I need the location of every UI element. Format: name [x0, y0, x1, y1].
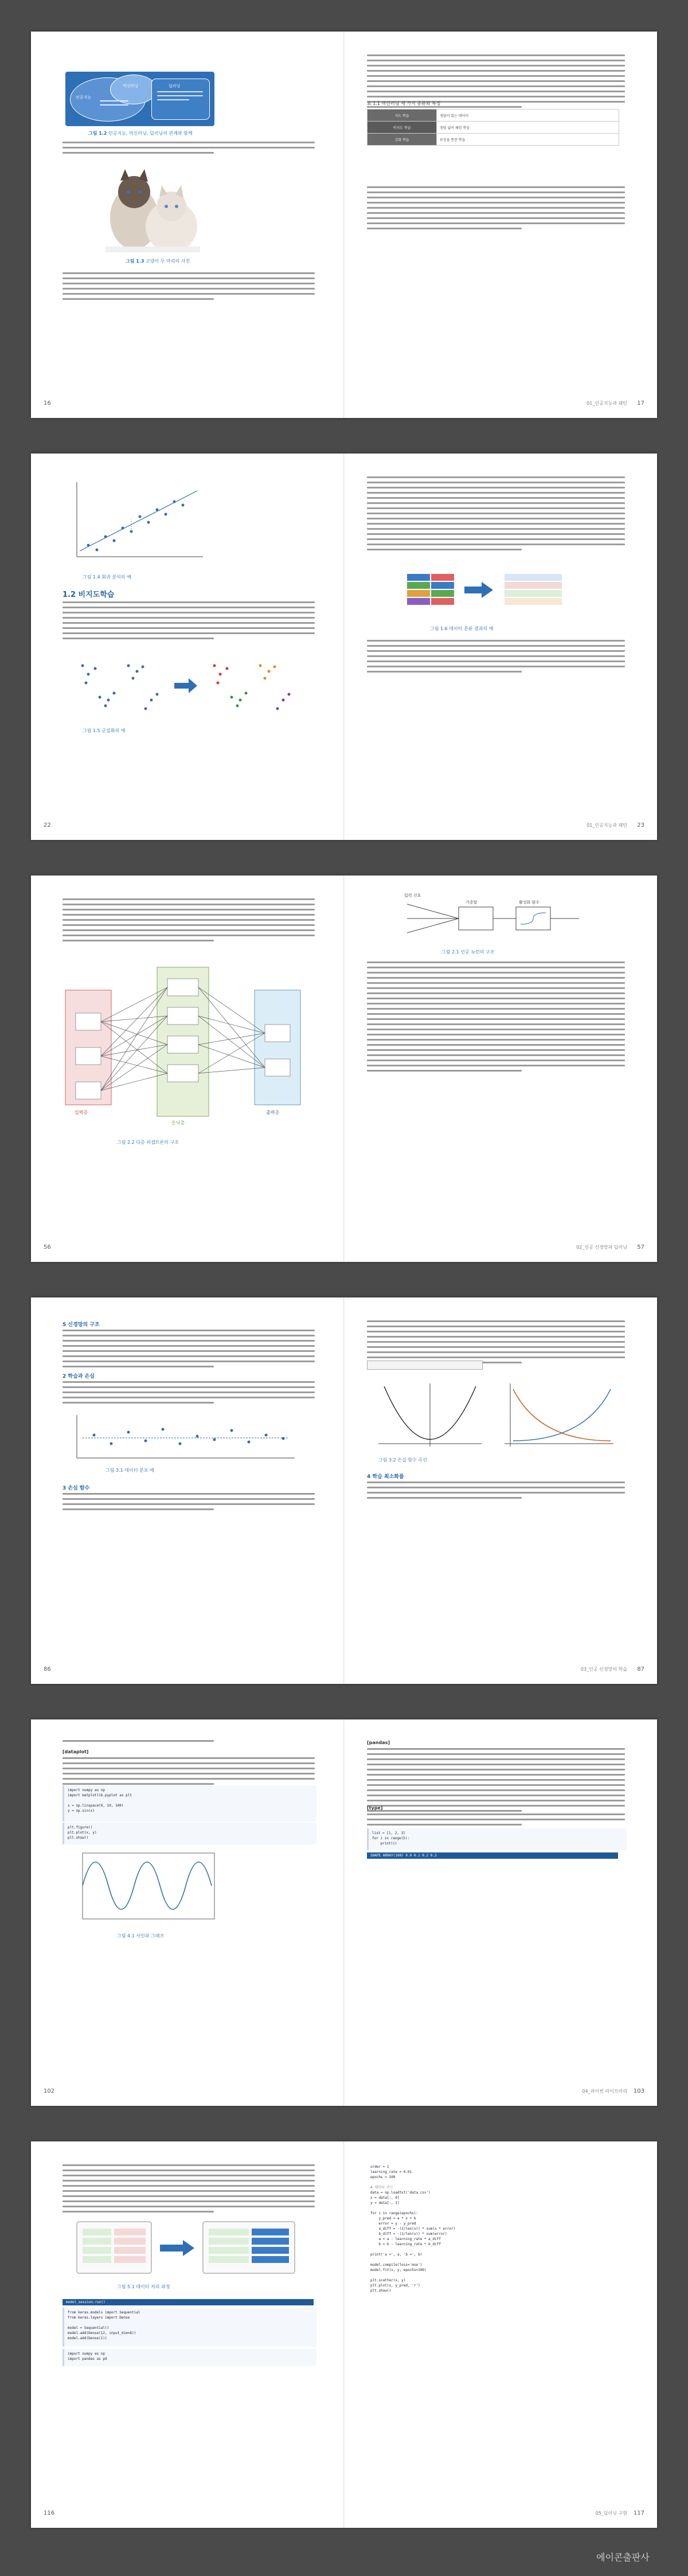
section-heading: 1.2 비지도학습 — [62, 591, 115, 599]
figure-caption: 그림 1.4 회귀 분석의 예 — [83, 574, 131, 580]
page-number: 86 — [44, 1666, 51, 1672]
page-number: 22 — [44, 822, 51, 828]
data-scatter — [71, 1412, 300, 1464]
body-text — [367, 1320, 625, 1367]
page-left — [31, 32, 344, 418]
running-head: 01_인공지능과 패턴 — [587, 401, 627, 406]
body-text-2 — [62, 1757, 315, 1788]
body-text-2 — [367, 186, 625, 233]
section-heading-2: 2 학습과 손실 — [62, 1374, 95, 1379]
cats-photo — [100, 163, 203, 255]
figure-caption: 그림 3.1 데이터 분포 예 — [105, 1468, 154, 1473]
spread-3 — [31, 875, 657, 1262]
body-text — [367, 961, 625, 1075]
body-text — [62, 601, 315, 643]
page-number: 56 — [44, 1244, 51, 1250]
code-block-2: import numpy as np import pandas as pd — [62, 2349, 316, 2366]
page-left — [31, 875, 344, 1262]
output-layer-label: 출력층 — [266, 1110, 280, 1115]
table-caption: 표 1.1 머신러닝 세 가지 종류와 특징 — [367, 101, 441, 106]
running-head: 05_딥러닝 구현 — [595, 2511, 627, 2516]
page-right — [344, 875, 657, 1262]
section-heading: [dataplot] — [62, 1749, 89, 1754]
page-number: 16 — [44, 400, 51, 406]
running-head: 04_파이썬 라이브러리 — [582, 2089, 627, 2094]
output-bar: SHAPE ARRAY(100) 0.0 0.1 0.2 0.3 — [367, 1852, 618, 1859]
page-number: 17 — [637, 400, 644, 406]
figure-caption-2: 그림 1.5 군집화의 예 — [83, 728, 126, 733]
perceptron-activation-label: 활성화 함수 — [519, 900, 540, 905]
running-head: 01_인공지능과 패턴 — [587, 823, 627, 828]
data-process-figure — [71, 2216, 300, 2279]
clustering-figure — [65, 643, 306, 723]
page-number: 103 — [633, 2088, 644, 2094]
neuron-diagram — [401, 893, 585, 944]
perceptron-input-label: 입력 신호 — [404, 893, 421, 898]
section-heading-3: 3 손실 함수 — [62, 1486, 90, 1491]
body-text — [62, 142, 315, 157]
figure-caption: 그림 1.6 데이터 분류 결과의 예 — [430, 626, 494, 631]
perceptron-sum-label: 가중합 — [466, 900, 478, 905]
figure-caption: 그림 3.2 손실 함수 곡선 — [378, 1457, 427, 1463]
body-text — [367, 1748, 625, 1815]
body-text — [62, 1740, 315, 1745]
section-heading-2: [type] — [367, 1805, 383, 1811]
classification-figure — [401, 568, 573, 620]
page-left — [31, 454, 344, 840]
figure-caption: 그림 1.2 인공지능, 머신러닝, 딥러닝의 관계와 함께 — [88, 131, 193, 136]
code-block-1: import numpy as np import matplotlib.pyplot as plt x = np.linspace(0, 10, 100) y = np.sin(x) — [62, 1785, 316, 1821]
body-text-2 — [367, 1482, 625, 1502]
page-number: 116 — [44, 2510, 55, 2516]
code-title-bar: model_session.run() — [62, 2299, 314, 2305]
page-right — [344, 1719, 657, 2106]
body-text-2 — [367, 1813, 625, 1829]
body-text — [62, 898, 315, 945]
figure-caption: 그림 2.2 다층 퍼셉트론의 구조 — [117, 1140, 179, 1145]
body-text-2 — [62, 1381, 315, 1407]
page-number: 117 — [633, 2510, 644, 2516]
running-head: 02_인공 신경망과 딥러닝 — [576, 1245, 627, 1250]
spread-2 — [31, 454, 657, 840]
regression-plot — [65, 476, 209, 568]
page-number: 57 — [637, 1244, 644, 1250]
spread-1 — [31, 32, 657, 418]
section-heading: 4 학습 최소화률 — [367, 1474, 404, 1480]
page-right — [344, 454, 657, 840]
spread-6 — [31, 2141, 657, 2528]
figure-caption: 그림 2.1 인공 뉴런의 구조 — [441, 949, 495, 955]
body-text — [62, 2164, 315, 2216]
page-left — [31, 2141, 344, 2528]
loss-curves — [367, 1378, 619, 1452]
body-text-2 — [367, 640, 625, 676]
code-block-3: list = [1, 2, 3] for i in range(5): print(i) — [367, 1828, 627, 1850]
publisher-logo: 에이콘출판사 — [596, 2552, 650, 2563]
page-left — [31, 1297, 344, 1684]
ai-ml-dl-diagram — [65, 72, 214, 126]
input-layer-label: 입력층 — [75, 1110, 88, 1115]
code-block-1: from keras.models import Sequential from keras.layers import Dense model = Sequential() model.add(Dense(12, input_dim=8)) model.add(Dense(1)) — [62, 2308, 316, 2347]
figure-caption-2: 그림 1.3 고양이 두 마리의 사진 — [126, 259, 190, 264]
page-left — [31, 1719, 344, 2106]
venn-label-dl: 딥러닝 — [169, 84, 181, 88]
spread-4 — [31, 1297, 657, 1684]
figure-caption: 그림 4.1 사인파 그래프 — [117, 1933, 165, 1938]
mlp-diagram — [60, 961, 312, 1128]
url-box — [367, 1361, 483, 1370]
figure-caption: 그림 5.1 데이터 처리 과정 — [117, 2284, 170, 2289]
page-number: 23 — [637, 822, 644, 828]
section-heading-1: 5 신경망의 구조 — [62, 1322, 100, 1328]
section-heading-1: [pandas] — [367, 1740, 390, 1745]
sine-plot — [71, 1848, 220, 1929]
hidden-layer-label: 은닉층 — [171, 1120, 185, 1125]
ml-types-table: 지도 학습 정답이 있는 데이터 비지도 학습 정답 없이 패턴 학습 강화 학습 보상을 통한 학습 — [367, 109, 619, 146]
venn-label-ml: 머신러닝 — [123, 84, 139, 88]
page-right — [344, 1297, 657, 1684]
page-right — [344, 32, 657, 418]
spread-5 — [31, 1719, 657, 2106]
body-text — [62, 1330, 315, 1371]
venn-label-ai: 인공지능 — [76, 95, 92, 100]
code-block-full: order = 1 learning_rate = 0.01 epochs = 100 # 데이터 로드 data = np.loadtxt('data.csv') x = data[:, 0] y = data[:, 1] for i in range(epochs): y_pred = a * x + b error = y - y_pred a_diff = -(2/len(x)) * sum(x * error) b_diff = -(2/len(x)) * sum(error) a = a - learning_rate * a_diff b = b - learning_rate * b_diff print('a =', a, 'b =', b) model.compile(loss='mse') model.fit(x, y, epochs=100) plt.scatter(x, y) plt.plot(x, y_pred, 'r') plt.show() — [367, 2162, 625, 2330]
page-right — [344, 2141, 657, 2528]
page-number: 87 — [637, 1666, 644, 1672]
page-number: 102 — [44, 2088, 55, 2094]
body-text-3 — [62, 1493, 315, 1514]
body-text-2 — [62, 272, 315, 303]
body-text — [367, 476, 625, 554]
running-head: 03_인공 신경망의 학습 — [580, 1667, 627, 1672]
code-block-2: plt.figure() plt.plot(x, y) plt.show() — [62, 1823, 316, 1844]
